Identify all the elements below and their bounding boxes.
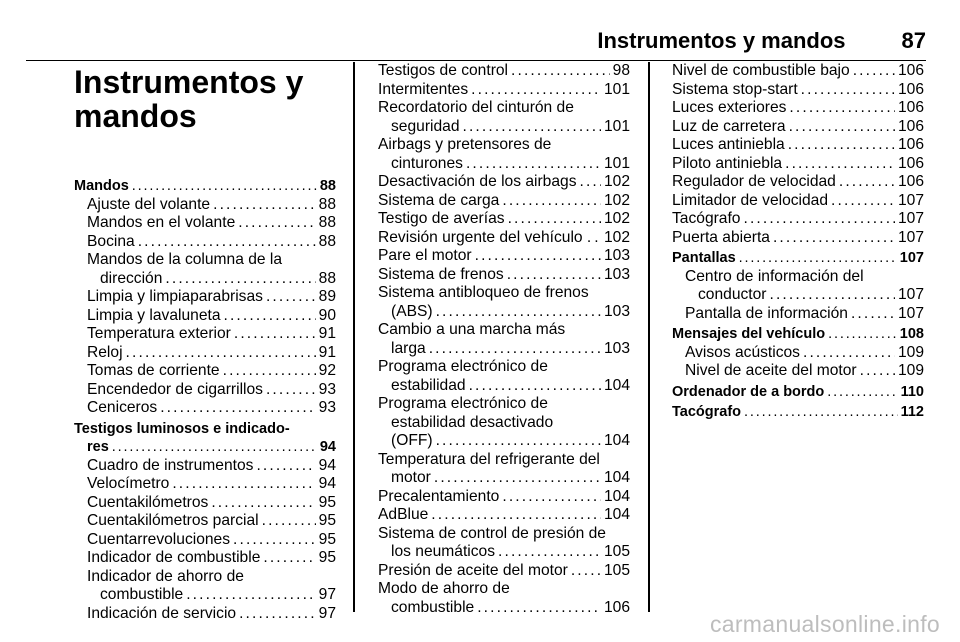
toc-page-number: 106: [897, 62, 924, 79]
toc-entry[interactable]: [672, 62, 924, 81]
toc-entry[interactable]: [672, 210, 924, 229]
toc-entry-text: (ABS): [391, 302, 433, 320]
dot-leader: [132, 177, 317, 196]
toc-page-number: 102: [603, 210, 630, 227]
dot-leader: [469, 377, 601, 396]
toc-entry-text: Desactivación de los airbags: [378, 173, 577, 190]
dot-leader: [803, 344, 895, 363]
toc-entry[interactable]: [672, 99, 924, 118]
dot-leader: [827, 383, 897, 402]
toc-entry-text: Sistema de control de presión de: [378, 524, 606, 542]
dot-leader: [238, 214, 315, 233]
toc-entry[interactable]: [74, 196, 336, 215]
toc-page-number: 104: [603, 432, 630, 449]
dot-leader: [263, 549, 315, 568]
toc-entry-text: Indicación de servicio: [87, 604, 237, 622]
toc-entry-text: dirección: [100, 269, 163, 287]
dot-leader: [434, 469, 601, 488]
dot-leader: [429, 340, 601, 359]
chapter-title-line: Instrumentos y: [74, 64, 304, 100]
toc-page-number: 103: [603, 247, 630, 264]
toc-page-number: 88: [318, 232, 336, 250]
toc-section-entry[interactable]: [74, 177, 336, 196]
dot-leader: [213, 196, 316, 215]
toc-section-entry[interactable]: [672, 403, 924, 422]
toc-page-number: 107: [899, 250, 924, 266]
toc-entry[interactable]: [672, 136, 924, 155]
dot-leader: [789, 99, 895, 118]
toc-entry-text: Velocímetro: [87, 475, 170, 492]
dot-leader: [431, 506, 601, 525]
dot-leader: [773, 229, 895, 248]
toc-page-number: 104: [603, 487, 630, 505]
dot-leader: [436, 303, 601, 322]
dot-leader: [785, 155, 895, 174]
toc-entry-text: Pantallas: [672, 250, 736, 266]
toc-entry[interactable]: [378, 321, 630, 358]
toc-entry-text: Sistema de frenos: [378, 265, 504, 283]
toc-page-number: 95: [318, 493, 336, 511]
toc-entry[interactable]: [74, 381, 336, 400]
dot-leader: [498, 543, 601, 562]
toc-entry[interactable]: [74, 457, 336, 476]
toc-entry-text: Tacógrafo: [672, 404, 742, 420]
dot-leader: [828, 325, 897, 344]
page-number: 87: [901, 28, 926, 53]
toc-list: [74, 177, 336, 623]
toc-entry[interactable]: [672, 155, 924, 174]
toc-entry-text: conductor: [698, 286, 767, 303]
toc-entry-text: Nivel de combustible bajo: [672, 62, 850, 79]
toc-page-number: 106: [897, 99, 924, 116]
dot-leader: [233, 531, 316, 550]
toc-entry-text: Airbags y pretensores de: [378, 136, 552, 153]
toc-page-number: 102: [603, 173, 630, 190]
toc-page-number: 101: [603, 117, 630, 135]
dot-leader: [436, 432, 601, 451]
toc-entry[interactable]: [378, 451, 630, 488]
toc-entry-text: Mandos de la columna de la: [87, 251, 283, 268]
dot-leader: [511, 62, 610, 81]
toc-entry-text: Pantalla de información: [685, 304, 848, 322]
dot-leader: [502, 488, 601, 507]
toc-entry[interactable]: [378, 488, 630, 507]
dot-leader: [789, 118, 895, 137]
toc-page-number: 101: [603, 154, 630, 172]
dot-leader: [223, 362, 316, 381]
dot-leader: [743, 210, 894, 229]
toc-page-number: 106: [603, 598, 630, 616]
toc-entry[interactable]: [74, 512, 336, 531]
toc-page-number: 101: [603, 80, 630, 98]
toc-page-number: 109: [897, 343, 924, 361]
toc-page-number: 88: [318, 269, 336, 287]
toc-page-number: 107: [897, 228, 924, 246]
toc-entry[interactable]: [672, 173, 924, 192]
toc-page-number: 107: [897, 286, 924, 303]
toc-entry-text: Cuentakilómetros parcial: [87, 512, 259, 529]
toc-entry[interactable]: [378, 99, 630, 136]
toc-entry[interactable]: [672, 192, 924, 211]
toc-entry[interactable]: [74, 251, 336, 288]
toc-entry-text: cinturones: [391, 154, 463, 172]
toc-entry[interactable]: [378, 229, 630, 248]
dot-leader: [744, 403, 898, 422]
toc-entry-text: Cuentarrevoluciones: [87, 530, 231, 548]
toc-entry-text: Ajuste del volante: [87, 195, 211, 213]
dot-leader: [165, 270, 315, 289]
dot-leader: [571, 562, 601, 581]
toc-entry-text: Mandos: [74, 178, 129, 194]
toc-entry[interactable]: [378, 81, 630, 100]
dot-leader: [788, 136, 895, 155]
toc-page-number: 98: [612, 62, 630, 79]
toc-page-number: 91: [318, 325, 336, 342]
toc-page-number: 93: [318, 380, 336, 398]
toc-page-number: 109: [897, 362, 924, 379]
toc-entry-text: (OFF): [391, 432, 433, 449]
toc-entry-text: combustible: [391, 598, 475, 616]
toc-entry[interactable]: [672, 118, 924, 137]
toc-entry-text: Luces exteriores: [672, 99, 787, 116]
toc-entry[interactable]: [74, 362, 336, 381]
toc-section-entry[interactable]: [672, 249, 924, 268]
toc-entry[interactable]: [74, 325, 336, 344]
toc-column-2: [378, 62, 630, 617]
toc-entry-text: Precalentamiento: [378, 487, 500, 505]
toc-page-number: 97: [318, 586, 336, 603]
dot-leader: [256, 457, 315, 476]
toc-entry[interactable]: [378, 173, 630, 192]
toc-column-1: [74, 62, 336, 623]
toc-entry-text: Limitador de velocidad: [672, 191, 829, 209]
toc-entry-text: Mandos en el volante: [87, 214, 236, 231]
toc-page-number: 105: [603, 543, 630, 560]
toc-page-number: 106: [897, 136, 924, 153]
toc-entry[interactable]: [672, 229, 924, 248]
toc-page-number: 104: [603, 506, 630, 523]
toc-entry[interactable]: [672, 268, 924, 305]
toc-entry-text: Intermitentes: [378, 80, 469, 98]
toc-entry-text: Cambio a una marcha más: [378, 321, 566, 338]
toc-entry[interactable]: [74, 475, 336, 494]
toc-entry[interactable]: [378, 192, 630, 211]
toc-entry-text: Tomas de corriente: [87, 362, 220, 379]
toc-entry-text: seguridad: [391, 117, 460, 135]
dot-leader: [463, 118, 601, 137]
toc-entry-text: Recordatorio del cinturón de: [378, 99, 574, 116]
toc-entry-text: Indicador de ahorro de: [87, 567, 244, 585]
toc-entry-text: Luz de carretera: [672, 117, 786, 135]
toc-entry-text: Reloj: [87, 343, 123, 361]
toc-entry-text: Modo de ahorro de: [378, 580, 510, 597]
dot-leader: [508, 210, 601, 229]
toc-entry-text: Mensajes del vehículo: [672, 326, 826, 342]
toc-page-number: 106: [897, 117, 924, 135]
toc-entry[interactable]: [74, 549, 336, 568]
toc-page-number: 89: [318, 288, 336, 305]
dot-leader: [739, 249, 897, 268]
toc-entry[interactable]: [672, 362, 924, 381]
dot-leader: [126, 344, 316, 363]
toc-page-number: 106: [897, 154, 924, 172]
dot-leader: [186, 586, 315, 605]
dot-leader: [769, 286, 894, 305]
toc-column-3: [672, 62, 924, 422]
toc-entry-text: motor: [391, 469, 431, 486]
toc-entry[interactable]: [378, 247, 630, 266]
toc-page-number: 103: [603, 302, 630, 320]
dot-leader: [172, 475, 315, 494]
toc-page-number: 112: [900, 404, 924, 420]
column-divider: [648, 62, 650, 612]
toc-section-entry[interactable]: [74, 420, 336, 457]
toc-entry[interactable]: [378, 136, 630, 173]
dot-leader: [507, 266, 601, 285]
dot-leader: [502, 192, 601, 211]
toc-page-number: 88: [318, 214, 336, 231]
toc-entry[interactable]: [378, 62, 630, 81]
dot-leader: [580, 173, 601, 192]
toc-entry-text: Temperatura del refrigerante del: [378, 450, 600, 468]
dot-leader: [839, 173, 895, 192]
toc-entry-text: combustible: [100, 586, 184, 603]
toc-entry[interactable]: [74, 568, 336, 605]
toc-entry[interactable]: [74, 307, 336, 326]
toc-entry-text: Sistema antibloqueo de frenos: [378, 284, 589, 301]
toc-page-number: 94: [319, 439, 336, 455]
toc-page-number: 107: [897, 304, 924, 322]
dot-leader: [801, 81, 895, 100]
dot-leader: [477, 599, 601, 618]
dot-leader: [138, 233, 316, 252]
toc-page-number: 107: [897, 210, 924, 227]
toc-entry[interactable]: [378, 358, 630, 395]
toc-entry-text: Ordenador de a bordo: [672, 383, 825, 400]
dot-leader: [112, 438, 317, 457]
toc-entry[interactable]: [74, 605, 336, 624]
toc-page-number: 94: [318, 475, 336, 492]
toc-page-number: 107: [897, 191, 924, 209]
toc-page-number: 103: [603, 339, 630, 357]
watermark-text: carmanualsonline.info: [709, 611, 940, 637]
dot-leader: [266, 381, 316, 400]
toc-entry-text: estabilidad: [391, 376, 466, 394]
toc-entry-text: Encendedor de cigarrillos: [87, 380, 263, 398]
toc-section-entry[interactable]: [672, 325, 924, 344]
toc-page-number: 93: [318, 399, 336, 416]
toc-page-number: 110: [900, 383, 924, 400]
dot-leader: [594, 229, 601, 248]
toc-entry-text: los neumáticos: [391, 543, 496, 560]
toc-entry[interactable]: [378, 210, 630, 229]
toc-entry-text: Nivel de aceite del motor: [685, 362, 857, 379]
dot-leader: [224, 307, 316, 326]
toc-entry-text: Cuadro de instrumentos: [87, 456, 254, 474]
toc-page-number: 97: [318, 604, 336, 622]
toc-entry-text: Centro de información del: [685, 267, 864, 285]
toc-entry[interactable]: [74, 344, 336, 363]
toc-entry-text: Ceniceros: [87, 399, 158, 416]
toc-entry-text: Presión de aceite del motor: [378, 561, 568, 579]
toc-page-number: 108: [899, 326, 924, 342]
toc-entry-text: Testigos de control: [378, 62, 509, 79]
dot-leader: [160, 399, 315, 418]
toc-page-number: 88: [319, 178, 336, 194]
toc-entry-text: Sistema de carga: [378, 191, 500, 209]
page-header: [26, 26, 926, 61]
toc-entry-text: Temperatura exterior: [87, 325, 231, 342]
toc-entry-text: Programa electrónico de: [378, 358, 548, 375]
dot-leader: [262, 512, 316, 531]
toc-entry-text: Regulador de velocidad: [672, 173, 836, 190]
column-divider: [353, 62, 355, 612]
toc-entry-text: Puerta abierta: [672, 228, 770, 246]
toc-page-number: 104: [603, 376, 630, 394]
toc-entry-text: Bocina: [87, 232, 135, 250]
toc-entry-text: Indicador de combustible: [87, 549, 261, 566]
dot-leader: [471, 81, 601, 100]
toc-entry[interactable]: [378, 562, 630, 581]
toc-page-number: 102: [603, 191, 630, 209]
toc-entry[interactable]: [672, 305, 924, 324]
toc-entry[interactable]: [74, 494, 336, 513]
toc-entry[interactable]: [74, 233, 336, 252]
toc-entry-text: Luces antiniebla: [672, 136, 785, 153]
toc-page-number: 95: [318, 549, 336, 566]
toc-entry-text: Limpia y limpiaparabrisas: [87, 288, 263, 305]
toc-entry[interactable]: [378, 580, 630, 617]
toc-entry-text: larga: [391, 339, 426, 357]
toc-entry[interactable]: [74, 531, 336, 550]
toc-entry-text: Revisión urgente del vehículo .: [378, 228, 592, 246]
header-title: Instrumentos y mandos: [597, 28, 846, 53]
dot-leader: [211, 494, 315, 513]
toc-entry[interactable]: [672, 344, 924, 363]
toc-entry-text: Cuentakilómetros: [87, 493, 209, 511]
toc-entry-text: Pare el motor: [378, 247, 472, 264]
dot-leader: [831, 192, 895, 211]
toc-list: [378, 62, 630, 617]
toc-page-number: 105: [603, 561, 630, 579]
dot-leader: [234, 325, 316, 344]
toc-page-number: 90: [318, 306, 336, 324]
toc-entry-text: Limpia y lavaluneta: [87, 306, 221, 324]
toc-page-number: 106: [897, 173, 924, 190]
toc-entry[interactable]: [74, 399, 336, 418]
dot-leader: [860, 362, 895, 381]
toc-page-number: 95: [318, 530, 336, 548]
toc-entry-text: Programa electrónico de: [378, 395, 548, 412]
toc-page-number: 92: [318, 362, 336, 379]
toc-entry-text: Testigos luminosos e indicado-: [74, 420, 290, 437]
toc-entry-text: Tacógrafo: [672, 210, 741, 227]
toc-page-number: 91: [318, 343, 336, 361]
toc-entry-text: Piloto antiniebla: [672, 154, 783, 172]
dot-leader: [266, 288, 316, 307]
toc-entry-text: Sistema stop-start: [672, 80, 798, 98]
toc-entry-text: res: [87, 439, 109, 455]
toc-entry-text: estabilidad desactivado: [391, 413, 554, 431]
toc-section-entry[interactable]: [672, 383, 924, 402]
toc-entry-text: Avisos acústicos: [685, 343, 800, 361]
toc-entry[interactable]: [74, 214, 336, 233]
toc-list: [672, 62, 924, 422]
toc-entry-text: Testigo de averías: [378, 210, 505, 227]
toc-entry[interactable]: [74, 288, 336, 307]
toc-page-number: 103: [603, 265, 630, 283]
chapter-title: [74, 65, 336, 133]
toc-entry[interactable]: [378, 266, 630, 285]
toc-entry[interactable]: [378, 525, 630, 562]
toc-page-number: 95: [318, 512, 336, 529]
toc-page-number: 106: [897, 80, 924, 98]
dot-leader: [475, 247, 601, 266]
toc-entry[interactable]: [378, 395, 630, 451]
toc-page-number: 88: [318, 195, 336, 213]
dot-leader: [466, 155, 601, 174]
toc-page-number: 102: [603, 228, 630, 246]
toc-entry[interactable]: [378, 284, 630, 321]
dot-leader: [851, 305, 895, 324]
dot-leader: [239, 605, 316, 624]
toc-page-number: 104: [603, 469, 630, 486]
toc-entry-text: AdBlue: [378, 506, 429, 523]
toc-entry[interactable]: [672, 81, 924, 100]
chapter-title-line: mandos: [74, 98, 197, 134]
toc-entry[interactable]: [378, 506, 630, 525]
dot-leader: [853, 62, 895, 81]
toc-page-number: 94: [318, 456, 336, 474]
